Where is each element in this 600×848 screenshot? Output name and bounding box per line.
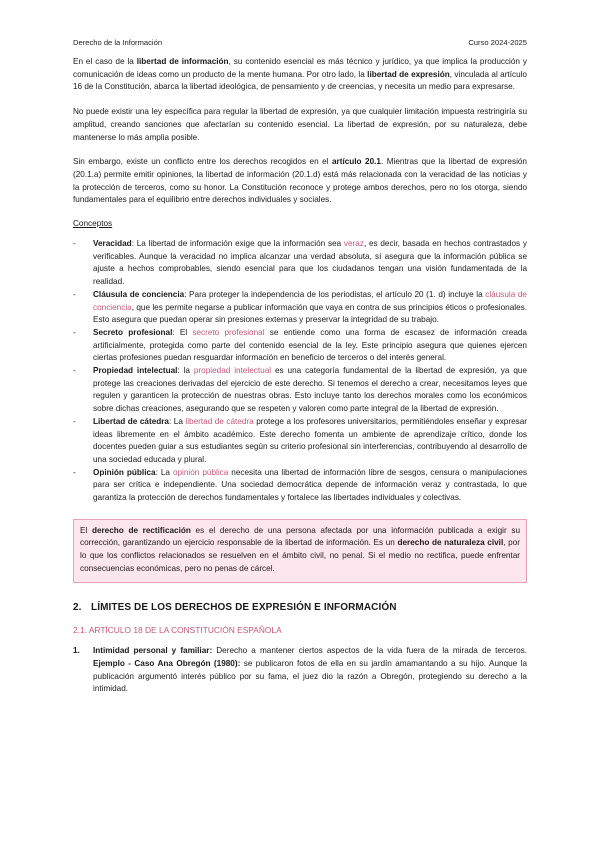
bold-term: Intimidad personal y familiar: xyxy=(93,646,213,656)
list-item-intimidad xyxy=(73,645,527,696)
paragraph-conflicto-articulo-20 xyxy=(73,156,527,207)
text-run: : la xyxy=(177,366,194,376)
section-number: 2. xyxy=(73,602,82,614)
text-run: , es decir, basada en hechos contrastados y verificables. Aunque la veracidad no implica alcanzar una verdad absoluta, sí asegura que la información pública se ajuste a hechos comprobables, siendo esencial para que los ciudadanos tengan una visión fundamentada de la realidad. xyxy=(93,239,527,287)
text-run: es el derecho de una persona afectada por una información publicada a exigir su corrección, garantizando un ejercicio responsable de la libertad de información. Es un xyxy=(80,525,520,548)
text-run: : La xyxy=(169,416,186,426)
text-run: : El xyxy=(172,327,193,337)
bold-term: derecho de rectificación xyxy=(91,525,191,535)
bold-term: libertad de información xyxy=(136,57,229,66)
callout-text xyxy=(80,525,520,575)
text-run: Derecho a mantener ciertos aspectos de la vida fuera de la mirada de terceros. xyxy=(212,646,527,656)
text-run: El xyxy=(80,525,92,535)
bold-term: Ejemplo - Caso Ana Obregón (1980): xyxy=(93,658,241,668)
concept-veracidad xyxy=(73,238,527,289)
highlight-term: cláusula de conciencia xyxy=(93,289,527,312)
list-dash: - xyxy=(73,366,76,376)
text-run: : La xyxy=(155,467,173,477)
bold-term: artículo 20.1 xyxy=(331,157,381,167)
concept-term: Cláusula de conciencia xyxy=(93,289,185,299)
item-number: 1. xyxy=(73,646,80,656)
highlight-term: secreto profesional xyxy=(192,327,265,337)
concepts-heading: Conceptos xyxy=(73,219,113,229)
concept-term: Libertad de cátedra xyxy=(93,416,169,426)
concept-propiedad-intelectual xyxy=(73,365,527,416)
list-dash: - xyxy=(73,327,76,337)
bold-term: derecho de naturaleza civil xyxy=(397,538,504,548)
list-dash: - xyxy=(73,289,76,299)
paragraph-libertad-informacion xyxy=(73,56,527,94)
subsection-heading: 2.1. ARTÍCULO 18 DE LA CONSTITUCIÓN ESPAÑOLA xyxy=(73,625,282,636)
section-heading xyxy=(73,602,527,613)
document-body xyxy=(73,56,527,696)
list-dash: - xyxy=(73,467,76,477)
section-title: LÍMITES DE LOS DERECHOS DE EXPRESIÓN E INFORMACIÓN xyxy=(91,602,397,614)
concept-libertad-catedra xyxy=(73,416,527,467)
text-run: protege a los profesores universitarios, permitiéndoles enseñar y expresar ideas libremente en el ámbito académico. Este derecho fomenta un ambiente de aprendizaje crítico, donde los docentes pueden guiar a sus estudiantes según su criterio profesional sin interferencias, contribuyendo al desarrollo de una sociedad educada y plural. xyxy=(93,416,527,464)
highlight-term: veraz xyxy=(343,239,364,249)
text-run: es una categoría fundamental de la libertad de expresión, ya que protege las creaciones derivadas del ejercicio de este derecho. Si tenemos el derecho a crear, necesitamos leyes que regulen y garanticen la protección de nuestras obras. Esto incluye tanto los derechos morales como los económicos sobre dichas creaciones, asegurando que se respeten y valoren como parte integral de la libertad de expresión. xyxy=(93,366,527,414)
text-run: , que les permite negarse a publicar información que vaya en contra de sus principios éticos o profesionales. Esto asegura que puedan operar sin presiones externas y preservar la integridad de su trabajo. xyxy=(93,302,527,325)
paragraph-ley-especifica: No puede existir una ley específica para regular la libertad de expresión, ya que cualquier limitación impuesta restringiría su amplitud, creando sanciones que afectarían su contenido esencial. La libertad de expresión, por su naturaleza, debe mantenerse lo más amplia posible. xyxy=(73,107,527,142)
text-run: necesita una libertad de información libre de sesgos, censura o manipulaciones para ser crítica e independiente. Una sociedad democrática depende de información veraz y contrastada, lo que garantiza la protección de derechos fundamentales y fortalece las libertades individuales y colectivas. xyxy=(93,467,527,503)
highlight-term: libertad de cátedra xyxy=(185,416,254,426)
text-run: : La libertad de información exige que la información sea xyxy=(131,239,344,249)
concept-term: Secreto profesional xyxy=(93,327,173,337)
highlight-term: propiedad intelectual xyxy=(193,366,272,376)
text-run: se publicaron fotos de ella en su jardín amamantando a su hijo. Aunque la publicación argumentó interés público por su fama, el juez dio la razón a Obregón, protegiendo su derecho a la intimidad. xyxy=(93,658,528,694)
concept-term: Opinión pública xyxy=(93,467,156,477)
text-run: , por lo que los conflictos relacionados se resuelven en el ámbito civil, no penal. Si el medio no rectifica, puede enfrentar consecuencias económicas, pero no penas de cárcel. xyxy=(80,538,520,573)
concept-secreto-profesional xyxy=(73,327,527,365)
callout-derecho-rectificacion xyxy=(73,519,527,583)
concept-term: Veracidad xyxy=(93,239,132,249)
concept-opinion-publica xyxy=(73,467,527,505)
concepts-list xyxy=(73,238,527,505)
text-run: . Mientras que la libertad de expresión (20.1.a) permite emitir opiniones, la libertad de información (20.1.d) está más relacionada con la veracidad de las noticias y la protección de terceros, como su honor. La Constitución reconoce y protege ambos derechos, pero no los otorga, siendo fundamentales para el equilibrio entre derechos individuales y sociales. xyxy=(73,157,527,205)
text-run: , su contenido esencial es más técnico y jurídico, ya que implica la producción y comunicación de ideas como un producto de la mente humana. Por otro lado, la xyxy=(73,57,527,79)
text-run: : Para proteger la independencia de los periodistas, el artículo 20 (1. d) incluye la xyxy=(184,289,486,299)
list-dash: - xyxy=(73,239,76,249)
highlight-term: opinión pública xyxy=(172,467,229,477)
text-run: Sin embargo, existe un conflicto entre los derechos recogidos en el xyxy=(73,157,332,167)
text-run: En el caso de la xyxy=(73,57,137,66)
concept-clausula-conciencia xyxy=(73,289,527,327)
numbered-list xyxy=(73,645,527,696)
header-course-title: Derecho de la Información xyxy=(73,38,163,47)
bold-term: libertad de expresión xyxy=(367,69,450,79)
text-run: se entiende como una forma de escasez de información creada artificialmente, protegida como parte del contenido esencial de la ley. Este principio asegura que quienes ejercen ciertas profesiones puedan resguardar información en beneficio de terceros o del interés general. xyxy=(93,327,527,363)
list-dash: - xyxy=(73,416,76,426)
text-run: , vinculada al artículo 16 de la Constitución, abarca la libertad ideológica, de pensamiento y de creencias, y necesita un medio para expresarse. xyxy=(73,69,527,92)
header-course-year: Curso 2024-2025 xyxy=(468,38,527,47)
concept-term: Propiedad intelectual xyxy=(93,366,178,376)
